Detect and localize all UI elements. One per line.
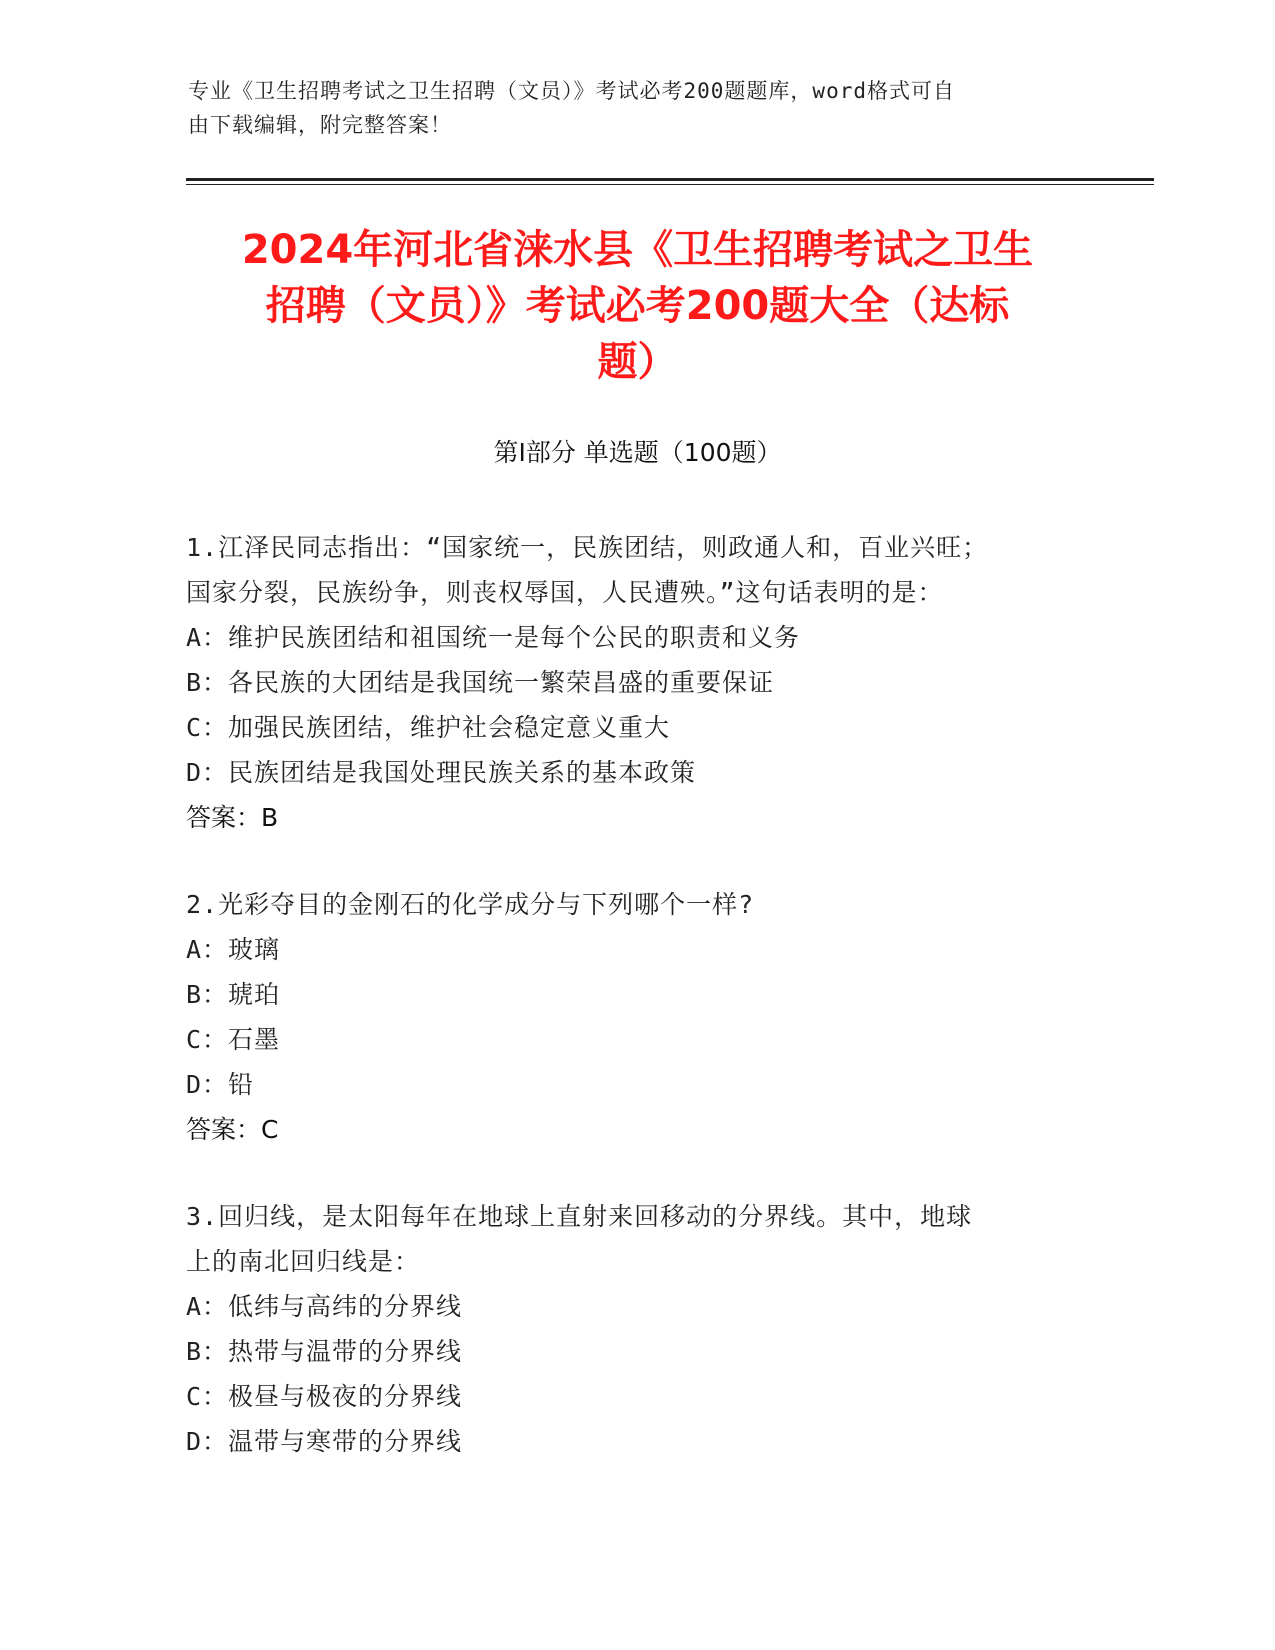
- header-line-1: 专业《卫生招聘考试之卫生招聘（文员）》考试必考200题题库，word格式可自: [188, 79, 955, 103]
- document-title: [150, 222, 1125, 390]
- question-3: [186, 1194, 1086, 1464]
- question-list: [186, 525, 1086, 1506]
- question-3-option-a: A：低纬与高纬的分界线: [186, 1292, 463, 1321]
- question-2-option-c: C：石墨: [186, 1025, 281, 1054]
- question-2: [186, 882, 1086, 1152]
- title-line-1: 2024年河北省涞水县《卫生招聘考试之卫生: [241, 227, 1034, 273]
- title-line-3: 题）: [597, 339, 678, 385]
- question-1-stem-line-2: 国家分裂，民族纷争，则丧权辱国，人民遭殃。”这句话表明的是：: [186, 578, 944, 607]
- question-2-option-d: D：铅: [186, 1070, 255, 1099]
- question-1-option-d: D：民族团结是我国处理民族关系的基本政策: [186, 758, 697, 787]
- question-3-stem-line-1: 3.回归线，是太阳每年在地球上直射来回移动的分界线。其中，地球: [186, 1202, 973, 1231]
- question-1: [186, 525, 1086, 840]
- question-2-answer: 答案：C: [186, 1115, 279, 1144]
- question-3-option-d: D：温带与寒带的分界线: [186, 1427, 463, 1456]
- question-3-option-b: B：热带与温带的分界线: [186, 1337, 463, 1366]
- question-2-option-b: B：琥珀: [186, 980, 281, 1009]
- question-1-option-b: B：各民族的大团结是我国统一繁荣昌盛的重要保证: [186, 668, 775, 697]
- question-3-option-c: C：极昼与极夜的分界线: [186, 1382, 463, 1411]
- question-1-stem-line-1: 1.江泽民同志指出：“国家统一，民族团结，则政通人和，百业兴旺；: [186, 533, 989, 562]
- question-1-option-a: A：维护民族团结和祖国统一是每个公民的职责和义务: [186, 623, 801, 652]
- section-heading: 第Ⅰ部分 单选题（100题）: [493, 438, 782, 467]
- title-line-2: 招聘（文员）》考试必考200题大全（达标: [265, 283, 1010, 329]
- question-3-stem-line-2: 上的南北回归线是：: [186, 1247, 421, 1276]
- header-divider-thin: [186, 184, 1154, 185]
- question-1-option-c: C：加强民族团结，维护社会稳定意义重大: [186, 713, 671, 742]
- question-1-answer: 答案：B: [186, 803, 279, 832]
- header-divider-thick: [186, 178, 1154, 181]
- question-2-stem-line-1: 2.光彩夺目的金刚石的化学成分与下列哪个一样?: [186, 890, 755, 919]
- header-line-2: 由下载编辑，附完整答案！: [188, 113, 452, 137]
- document-header: [188, 74, 1088, 142]
- question-2-option-a: A：玻璃: [186, 935, 281, 964]
